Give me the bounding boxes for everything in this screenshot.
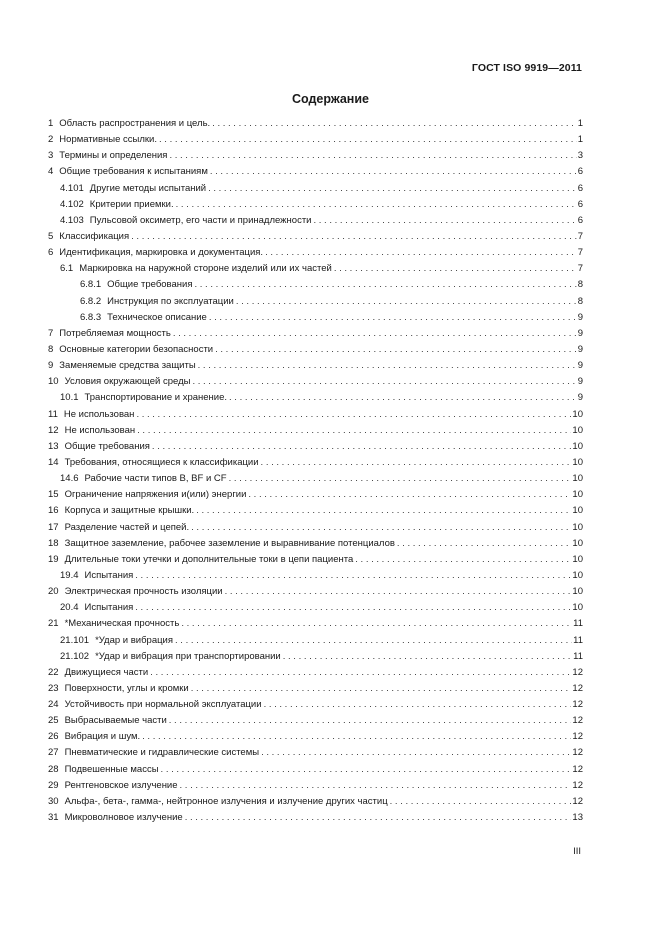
- page-title: Содержание: [291, 92, 369, 106]
- toc-entry[interactable]: [48, 277, 583, 293]
- toc-leader-dots: [185, 810, 572, 826]
- toc-entry-number: 14: [48, 456, 59, 468]
- toc-entry-page: 10: [572, 602, 583, 614]
- toc-entry-number: 3: [48, 150, 54, 162]
- toc-entry[interactable]: [48, 213, 583, 229]
- toc-entry-page: 10: [572, 456, 583, 468]
- toc-entry-number: 11: [48, 408, 58, 420]
- toc-entry-page: 6: [577, 166, 583, 178]
- toc-leader-dots: [215, 342, 577, 358]
- toc-entry[interactable]: [48, 261, 583, 277]
- toc-entry-label: Техническое описание: [107, 311, 207, 323]
- toc-entry-number: 27: [48, 747, 59, 759]
- toc-leader-dots: [175, 633, 572, 649]
- toc-entry[interactable]: [48, 116, 583, 132]
- toc-entry-label: Потребляемая мощность: [59, 327, 171, 339]
- toc-leader-dots: [283, 649, 572, 665]
- toc-leader-dots: [209, 310, 577, 326]
- toc-entry-label: Термины и определения: [59, 150, 168, 162]
- toc-entry[interactable]: [48, 390, 583, 406]
- toc-entry-label: Пульсовой оксиметр, его части и принадлежности: [89, 214, 312, 226]
- toc-entry-page: 6: [577, 214, 583, 226]
- toc-leader-dots: [169, 713, 572, 729]
- toc-entry-page: 10: [572, 505, 583, 517]
- toc-entry-number: 6.8.1: [80, 279, 102, 291]
- toc-entry-label: Критерии приемки.: [89, 198, 174, 210]
- toc-entry[interactable]: [48, 294, 583, 310]
- toc-entry-number: 6.1: [60, 263, 74, 275]
- toc-entry-number: 4: [48, 166, 54, 178]
- toc-entry-number: 14.6: [60, 473, 79, 485]
- toc-entry-label: Микроволновое излучение: [64, 812, 183, 824]
- toc-entry[interactable]: [48, 633, 583, 649]
- toc-entry[interactable]: [48, 148, 583, 164]
- toc-leader-dots: [192, 374, 576, 390]
- toc-entry-label: Транспортирование и хранение.: [84, 392, 228, 404]
- toc-entry-label: Поверхности, углы и кромки: [64, 682, 189, 694]
- toc-entry-number: 20: [48, 586, 59, 598]
- toc-leader-dots: [355, 552, 571, 568]
- toc-entry[interactable]: [48, 520, 583, 536]
- toc-entry-label: Не использован: [64, 424, 136, 436]
- toc-leader-dots: [191, 520, 571, 536]
- toc-entry[interactable]: [48, 600, 583, 616]
- toc-entry-page: 12: [572, 682, 583, 694]
- toc-entry-page: 7: [577, 263, 583, 275]
- toc-leader-dots: [137, 423, 571, 439]
- toc-entry-page: 3: [577, 150, 583, 162]
- toc-entry[interactable]: [48, 358, 583, 374]
- toc-entry-label: Электрическая прочность изоляции: [64, 586, 223, 598]
- toc-leader-dots: [397, 536, 572, 552]
- toc-entry-page: 10: [572, 569, 583, 581]
- toc-entry-label: Классификация: [59, 230, 130, 242]
- toc-entry-label: Маркировка на наружной стороне изделий или их частей: [79, 263, 332, 275]
- toc-entry[interactable]: [48, 552, 583, 568]
- toc-leader-dots: [208, 181, 577, 197]
- toc-entry[interactable]: [48, 794, 583, 810]
- toc-entry-page: 10: [572, 553, 583, 565]
- toc-entry-number: 2: [48, 134, 54, 146]
- toc-leader-dots: [150, 665, 571, 681]
- toc-entry-label: Идентификация, маркировка и документация.: [59, 247, 264, 259]
- toc-entry-label: Альфа-, бета-, гамма-, нейтронное излучения и излучение других частиц: [64, 795, 388, 807]
- toc-entry-number: 28: [48, 763, 59, 775]
- toc-entry-number: 1: [48, 118, 54, 129]
- toc-entry-number: 31: [48, 812, 59, 824]
- toc-entry-page: 10: [572, 424, 583, 436]
- toc-leader-dots: [142, 729, 571, 745]
- toc-entry-page: 8: [577, 295, 583, 307]
- toc-entry-page: 7: [577, 230, 583, 242]
- toc-leader-dots: [248, 487, 571, 503]
- toc-leader-dots: [180, 778, 572, 794]
- toc-entry[interactable]: [48, 132, 583, 148]
- toc-entry-page: 10: [572, 521, 583, 533]
- toc-entry-number: 21.102: [60, 650, 90, 662]
- toc-entry-label: Выбрасываемые части: [64, 715, 167, 727]
- toc-entry[interactable]: [48, 342, 583, 358]
- toc-leader-dots: [198, 358, 577, 374]
- toc-entry[interactable]: [48, 568, 583, 584]
- toc-entry-page: 10: [572, 489, 583, 501]
- toc-entry-label: Не использован: [63, 408, 135, 420]
- toc-leader-dots: [264, 697, 572, 713]
- toc-entry-page: 12: [572, 699, 583, 711]
- toc-leader-dots: [212, 116, 577, 132]
- toc-entry-number: 29: [48, 779, 59, 791]
- toc-entry-page: 7: [577, 247, 583, 259]
- toc-entry[interactable]: [48, 310, 583, 326]
- toc-entry[interactable]: [48, 439, 583, 455]
- toc-entry-label: Нормативные ссылки.: [59, 134, 158, 146]
- toc-entry-page: 12: [572, 666, 583, 678]
- toc-leader-dots: [161, 762, 572, 778]
- toc-entry-number: 4.101: [60, 182, 84, 194]
- toc-entry-label: Общие требования: [107, 279, 193, 291]
- toc-entry[interactable]: [48, 471, 583, 487]
- toc-entry-label: Общие требования к испытаниям: [59, 166, 208, 178]
- page-number: III: [573, 846, 581, 857]
- toc-entry-page: 10: [572, 473, 583, 485]
- toc-leader-dots: [334, 261, 577, 277]
- toc-entry-label: *Механическая прочность: [64, 618, 180, 630]
- toc-entry-number: 18: [48, 537, 59, 549]
- toc-entry[interactable]: [48, 164, 583, 180]
- toc-entry-label: Корпуса и защитные крышки.: [64, 505, 195, 517]
- toc-entry-number: 16: [48, 505, 59, 517]
- toc-entry[interactable]: [48, 745, 583, 761]
- toc-entry-page: 11: [573, 634, 583, 646]
- toc-entry[interactable]: [48, 407, 583, 423]
- toc-entry-page: 12: [572, 779, 583, 791]
- toc-leader-dots: [229, 390, 577, 406]
- toc-entry-number: 24: [48, 699, 59, 711]
- toc-leader-dots: [152, 439, 572, 455]
- toc-entry-label: Общие требования: [64, 440, 150, 452]
- toc-entry-number: 6.8.3: [80, 311, 102, 323]
- toc-entry-number: 13: [48, 440, 59, 452]
- toc-entry-label: Защитное заземление, рабочее заземление и выравнивание потенциалов: [64, 537, 395, 549]
- toc-entry-number: 4.102: [60, 198, 84, 210]
- toc-entry-label: Область распространения и цель.: [59, 118, 211, 129]
- toc-entry-label: Испытания: [84, 569, 134, 581]
- toc-entry[interactable]: [48, 423, 583, 439]
- toc-entry-number: 25: [48, 715, 59, 727]
- toc-entry[interactable]: [48, 374, 583, 390]
- toc-entry-number: 15: [48, 489, 59, 501]
- toc-entry-label: Требования, относящиеся к классификации: [64, 456, 259, 468]
- toc-entry-page: 9: [577, 343, 583, 355]
- toc-entry-page: 11: [573, 650, 583, 662]
- toc-entry-number: 6: [48, 247, 54, 259]
- toc-entry-number: 8: [48, 343, 54, 355]
- toc-leader-dots: [313, 213, 576, 229]
- toc-entry-number: 10.1: [60, 392, 79, 404]
- toc-entry-page: 9: [577, 311, 583, 323]
- toc-leader-dots: [176, 197, 577, 213]
- toc-entry-label: Подвешенные массы: [64, 763, 159, 775]
- toc-entry[interactable]: [48, 697, 583, 713]
- toc-leader-dots: [173, 326, 577, 342]
- toc-entry-page: 12: [572, 747, 583, 759]
- toc-leader-dots: [136, 407, 571, 423]
- toc-entry[interactable]: [48, 197, 583, 213]
- toc-entry[interactable]: [48, 729, 583, 745]
- toc-leader-dots: [210, 164, 577, 180]
- toc-leader-dots: [229, 471, 572, 487]
- toc-entry-page: 9: [577, 376, 583, 388]
- toc-leader-dots: [191, 681, 572, 697]
- toc-entry-page: 11: [573, 618, 583, 630]
- toc-entry[interactable]: [48, 681, 583, 697]
- toc-entry-label: *Удар и вибрация: [95, 634, 174, 646]
- toc-entry-page: 1: [577, 134, 583, 146]
- toc-entry-page: 10: [572, 440, 583, 452]
- toc-entry-label: Условия окружающей среды: [64, 376, 191, 388]
- toc-entry-number: 23: [48, 682, 59, 694]
- toc-entry-page: 9: [577, 392, 583, 404]
- toc-entry-page: 8: [577, 279, 583, 291]
- toc-entry-number: 10: [48, 376, 59, 388]
- toc-entry[interactable]: [48, 665, 583, 681]
- toc-leader-dots: [261, 745, 571, 761]
- toc-entry-label: Вибрация и шум.: [64, 731, 141, 743]
- toc-entry[interactable]: [48, 616, 583, 632]
- toc-leader-dots: [131, 229, 577, 245]
- toc-entry[interactable]: [48, 181, 583, 197]
- toc-entry-label: Устойчивость при нормальной эксплуатации: [64, 699, 262, 711]
- toc-entry-page: 10: [572, 408, 583, 420]
- toc-entry-page: 12: [572, 795, 583, 807]
- toc-entry-page: 6: [577, 198, 583, 210]
- toc-entry-label: Длительные токи утечки и дополнительные токи в цепи пациента: [64, 553, 354, 565]
- toc-leader-dots: [225, 584, 572, 600]
- toc-leader-dots: [390, 794, 572, 810]
- toc-entry-number: 6.8.2: [80, 295, 102, 307]
- toc-leader-dots: [135, 568, 571, 584]
- table-of-contents: [48, 116, 583, 826]
- toc-entry[interactable]: [48, 810, 583, 826]
- toc-entry-label: Другие методы испытаний: [89, 182, 207, 194]
- toc-entry-number: 4.103: [60, 214, 84, 226]
- toc-entry-label: Рабочие части типов B, BF и CF: [84, 473, 227, 485]
- toc-entry-page: 6: [577, 182, 583, 194]
- toc-entry-number: 21: [48, 618, 59, 630]
- toc-leader-dots: [265, 245, 577, 261]
- toc-entry-number: 22: [48, 666, 59, 678]
- toc-entry-number: 19: [48, 553, 59, 565]
- toc-entry[interactable]: [48, 536, 583, 552]
- toc-entry-page: 12: [572, 715, 583, 727]
- toc-entry-number: 5: [48, 230, 54, 242]
- toc-entry[interactable]: [48, 503, 583, 519]
- toc-entry-number: 30: [48, 795, 59, 807]
- toc-entry[interactable]: [48, 455, 583, 471]
- toc-entry-number: 7: [48, 327, 54, 339]
- toc-entry-label: Разделение частей и цепей.: [64, 521, 190, 533]
- toc-entry-label: Пневматические и гидравлические системы: [64, 747, 260, 759]
- toc-entry[interactable]: [48, 245, 583, 261]
- toc-entry-page: 9: [577, 360, 583, 372]
- toc-entry[interactable]: [48, 762, 583, 778]
- toc-entry-page: 10: [572, 586, 583, 598]
- toc-entry-number: 20.4: [60, 602, 79, 614]
- toc-entry-page: 9: [577, 327, 583, 339]
- toc-entry[interactable]: [48, 326, 583, 342]
- toc-entry[interactable]: [48, 649, 583, 665]
- toc-entry[interactable]: [48, 713, 583, 729]
- toc-entry[interactable]: [48, 778, 583, 794]
- toc-entry-label: *Удар и вибрация при транспортировании: [95, 650, 281, 662]
- toc-entry[interactable]: [48, 584, 583, 600]
- toc-entry-label: Основные категории безопасности: [59, 343, 214, 355]
- toc-entry-page: 1: [577, 118, 583, 129]
- toc-entry[interactable]: [48, 229, 583, 245]
- toc-entry-number: 17: [48, 521, 59, 533]
- toc-leader-dots: [169, 148, 576, 164]
- toc-leader-dots: [159, 132, 577, 148]
- toc-entry-page: 12: [572, 763, 583, 775]
- toc-entry[interactable]: [48, 487, 583, 503]
- toc-entry-label: Ограничение напряжения и(или) энергии: [64, 489, 247, 501]
- toc-entry-label: Испытания: [84, 602, 134, 614]
- toc-leader-dots: [194, 277, 576, 293]
- toc-entry-number: 19.4: [60, 569, 79, 581]
- toc-entry-label: Рентгеновское излучение: [64, 779, 178, 791]
- toc-entry-label: Инструкция по эксплуатации: [107, 295, 234, 307]
- toc-entry-label: Заменяемые средства защиты: [59, 360, 196, 372]
- toc-leader-dots: [236, 294, 577, 310]
- toc-leader-dots: [181, 616, 572, 632]
- toc-entry-number: 12: [48, 424, 59, 436]
- toc-entry-number: 21.101: [60, 634, 90, 646]
- toc-entry-number: 9: [48, 360, 54, 372]
- toc-leader-dots: [261, 455, 572, 471]
- document-code: ГОСТ ISO 9919—2011: [471, 62, 582, 74]
- toc-entry-page: 13: [572, 812, 583, 824]
- toc-entry-page: 10: [572, 537, 583, 549]
- toc-entry-page: 12: [572, 731, 583, 743]
- toc-entry-label: Движущиеся части: [64, 666, 149, 678]
- toc-entry-number: 26: [48, 731, 59, 743]
- toc-leader-dots: [135, 600, 571, 616]
- toc-leader-dots: [196, 503, 571, 519]
